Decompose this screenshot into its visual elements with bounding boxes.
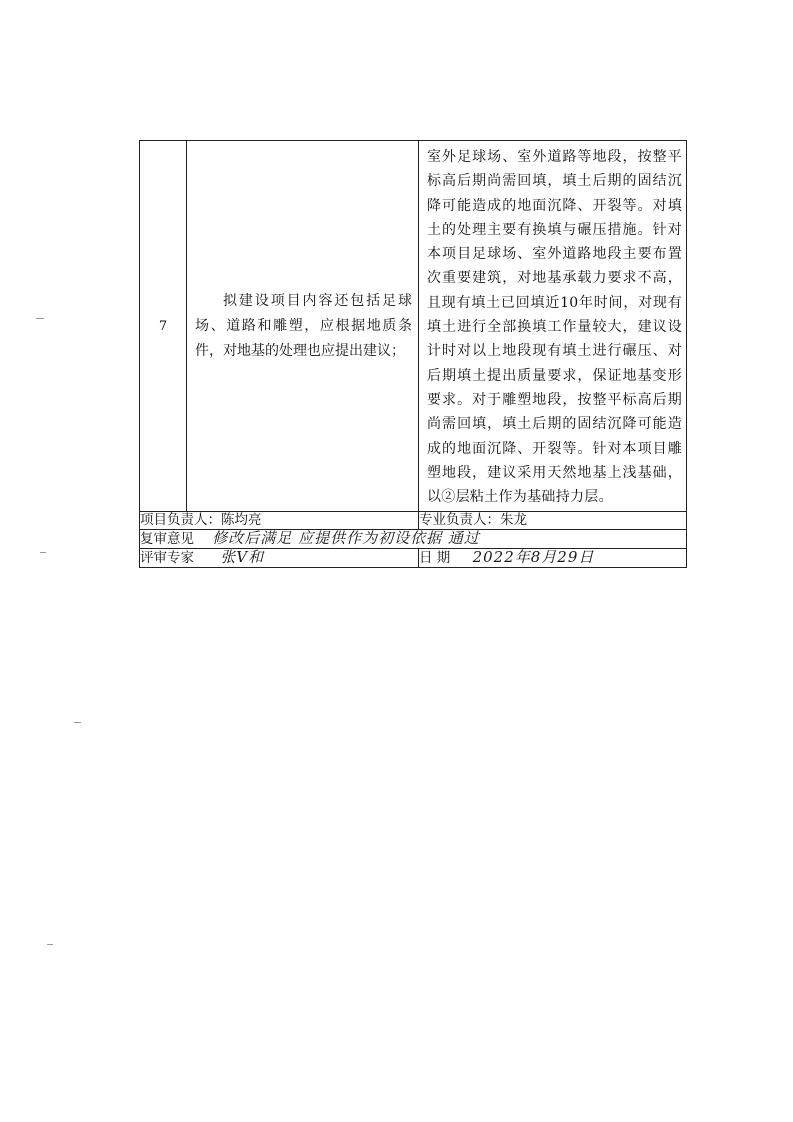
review-table [139, 140, 687, 568]
leads-row [140, 512, 687, 530]
row-number-text: 7 [158, 318, 168, 334]
date-label: 日 期 [419, 550, 451, 567]
date-cell [419, 549, 687, 568]
row-number [140, 141, 187, 512]
project-lead-label: 项目负责人： [140, 512, 221, 529]
review-opinion-label: 复审意见 [140, 531, 194, 548]
expert-label: 评审专家 [140, 550, 194, 567]
specialty-lead-label: 专业负责人： [419, 512, 500, 529]
review-comment-text: 拟建设项目内容还包括足球场、道路和雕塑，应根据地质条件，对地基的处理也应提出建议； [195, 292, 412, 359]
table-row [140, 141, 687, 512]
review-opinion-cell [140, 530, 687, 549]
expert-row [140, 549, 687, 568]
project-lead-cell [140, 512, 419, 530]
review-opinion-row [140, 530, 687, 549]
expert-cell [140, 549, 419, 568]
specialty-lead-cell [419, 512, 687, 530]
review-comment-cell [187, 141, 419, 512]
scan-speck [74, 722, 81, 723]
scan-speck [47, 944, 53, 945]
date-handwriting: 2022年8月29日 [472, 548, 595, 567]
response-cell [419, 141, 687, 512]
specialty-lead-name: 朱龙 [500, 512, 527, 529]
scan-speck [36, 318, 44, 319]
project-lead-name: 陈均亮 [221, 512, 262, 529]
review-opinion-handwriting: 修改后满足 应提供作为初设依据 通过 [212, 529, 480, 548]
scan-speck [40, 552, 46, 553]
expert-signature: 张Ⅴ和 [220, 548, 265, 567]
response-text: 室外足球场、室外道路等地段，按整平标高后期尚需回填，填土后期的固结沉降可能造成的地面沉降、开裂等。对填土的处理主要有换填与碾压措施。针对本项目足球场、室外道路地段主要布置次重要建筑，对地基承载力要求不高，且现有填土已回填近10年时间，对现有填土进行全部换填工作量较大，建议设计时对以上地段现有填土进行碾压、对后期填土提出质量要求，保证地基变形要求。对于雕塑地段，按整平标高后期尚需回填，填土后期的固结沉降可能造成的地面沉降、开裂等。针对本项目雕塑地段，建议采用天然地基上浅基础，以②层粘土作为基础持力层。 [427, 149, 682, 506]
